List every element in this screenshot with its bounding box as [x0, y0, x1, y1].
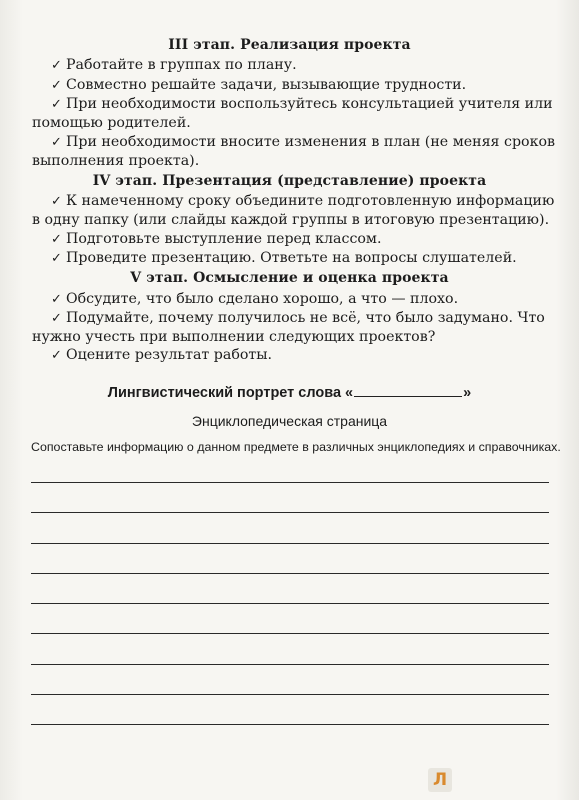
- writing-line[interactable]: [31, 724, 549, 725]
- check-icon: ✓: [51, 311, 62, 326]
- stage4-item: ✓ Проведите презентацию. Ответьте на вопросы слушателей.: [51, 250, 517, 266]
- encyclopedia-title: Энциклопедическая страница: [191, 413, 388, 429]
- writing-line[interactable]: [31, 603, 549, 604]
- check-icon: ✓: [51, 97, 62, 112]
- stage3-item: ✓ При необходимости воспользуйтесь консультацией учителя или: [51, 96, 553, 112]
- stage3-item-continuation: помощью родителей.: [32, 115, 191, 131]
- check-icon: ✓: [51, 78, 62, 93]
- encyclopedia-instruction: Сопоставьте информацию о данном предмете в различных энциклопедиях и справочниках.: [31, 440, 561, 454]
- publisher-logo: Л: [428, 768, 452, 792]
- writing-line[interactable]: [31, 573, 549, 574]
- stage3-item: ✓ Совместно решайте задачи, вызывающие трудности.: [51, 77, 467, 93]
- stage4-item-continuation: в одну папку (или слайды каждой группы в итоговую презентацию).: [32, 212, 550, 228]
- stage3-item: ✓ При необходимости вносите изменения в план (не меняя сроков: [51, 134, 555, 150]
- stage5-title: V этап. Осмысление и оценка проекта: [130, 270, 449, 286]
- check-icon: ✓: [51, 292, 62, 307]
- stage4-item: ✓ Подготовьте выступление перед классом.: [51, 231, 382, 247]
- stage5-item: ✓ Оцените результат работы.: [51, 347, 273, 363]
- check-icon: ✓: [51, 251, 62, 266]
- writing-line[interactable]: [31, 482, 549, 483]
- check-icon: ✓: [51, 348, 62, 363]
- stage5-item: ✓ Подумайте, почему получилось не всё, что было задумано. Что: [51, 310, 545, 326]
- stage3-title: III этап. Реализация проекта: [168, 37, 411, 53]
- check-icon: ✓: [51, 135, 62, 150]
- writing-line[interactable]: [31, 694, 549, 695]
- stage4-title: IV этап. Презентация (представление) проекта: [92, 173, 487, 189]
- stage3-item-continuation: выполнения проекта).: [32, 153, 200, 169]
- word-blank-field[interactable]: [354, 384, 462, 397]
- check-icon: ✓: [51, 58, 62, 73]
- check-icon: ✓: [51, 194, 62, 209]
- writing-line[interactable]: [31, 664, 549, 665]
- stage5-item: ✓ Обсудите, что было сделано хорошо, а что — плохо.: [51, 291, 459, 307]
- writing-line[interactable]: [31, 543, 549, 544]
- writing-line[interactable]: [31, 633, 549, 634]
- stage5-item-continuation: нужно учесть при выполнении следующих проектов?: [32, 329, 436, 345]
- writing-line[interactable]: [31, 512, 549, 513]
- check-icon: ✓: [51, 232, 62, 247]
- word-portrait-heading: Лингвистический портрет слова « »: [107, 385, 472, 401]
- stage3-item: ✓ Работайте в группах по плану.: [51, 57, 297, 73]
- stage4-item: ✓ К намеченному сроку объедините подготовленную информацию: [51, 193, 555, 209]
